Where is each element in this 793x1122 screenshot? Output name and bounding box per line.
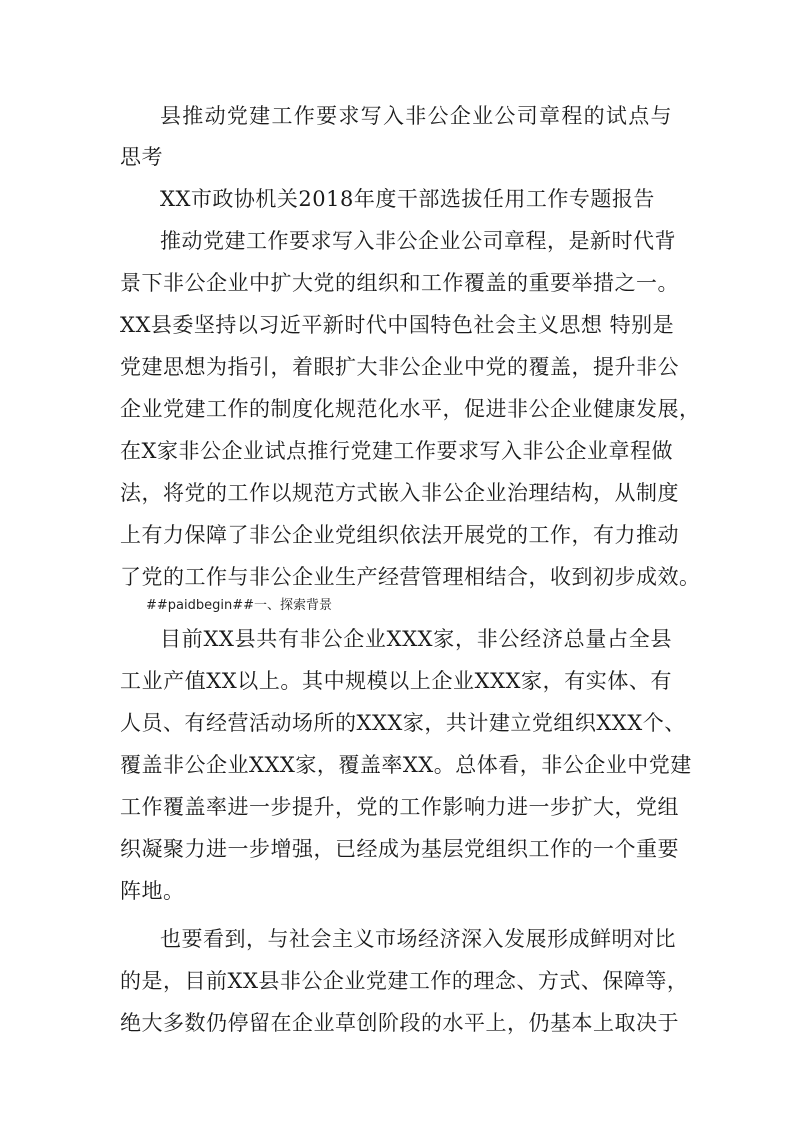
- title-line-1: 县推动党建工作要求写入非公企业公司章程的试点与: [160, 104, 672, 128]
- subtitle: XX市政协机关2018年度干部选拔任用工作专题报告: [160, 187, 655, 211]
- intro-line: 了党的工作与非公企业生产经营管理相结合，收到初步成效。: [120, 565, 701, 589]
- para2-line: 阵地。: [120, 879, 185, 903]
- para2-line: 人员、有经营活动场所的XXX家，共计建立党组织XXX个、: [120, 711, 686, 735]
- intro-line: XX县委坚持以习近平新时代中国特色社会主义思想 特别是: [120, 313, 675, 337]
- para2-line: 织凝聚力进一步增强，已经成为基层党组织工作的一个重要: [120, 837, 679, 861]
- para3-line: 绝大多数仍停留在企业草创阶段的水平上，仍基本上取决于: [120, 1011, 679, 1035]
- para2-line: 目前XX县共有非公企业XXX家，非公经济总量占全县: [160, 627, 672, 651]
- para2-line: 工业产值XX以上。其中规模以上企业XXX家，有实体、有: [120, 669, 672, 693]
- para3-line: 也要看到，与社会主义市场经济深入发展形成鲜明对比: [160, 927, 676, 951]
- intro-line: 上有力保障了非公企业党组织依法开展党的工作，有力推动: [120, 523, 679, 547]
- intro-line: 法，将党的工作以规范方式嵌入非公企业治理结构，从制度: [120, 481, 679, 505]
- intro-line: 在X家非公企业试点推行党建工作要求写入非公企业章程做: [120, 439, 673, 463]
- intro-line: 景下非公企业中扩大党的组织和工作覆盖的重要举措之一。: [120, 271, 679, 295]
- intro-line: 推动党建工作要求写入非公企业公司章程，是新时代背: [160, 229, 676, 253]
- para2-line: 覆盖非公企业XXX家，覆盖率XX。总体看，非公企业中党建: [120, 753, 692, 777]
- intro-line: 党建思想为指引，着眼扩大非公企业中党的覆盖，提升非公: [120, 355, 679, 379]
- para2-line: 工作覆盖率进一步提升，党的工作影响力进一步扩大，党组: [120, 795, 679, 819]
- intro-line: 企业党建工作的制度化规范化水平，促进非公企业健康发展，: [120, 397, 701, 421]
- section-heading: ##paidbegin##一、探索背景: [146, 598, 333, 613]
- title-line-2: 思考: [120, 145, 163, 169]
- para3-line: 的是，目前XX县非公企业党建工作的理念、方式、保障等，: [120, 969, 689, 993]
